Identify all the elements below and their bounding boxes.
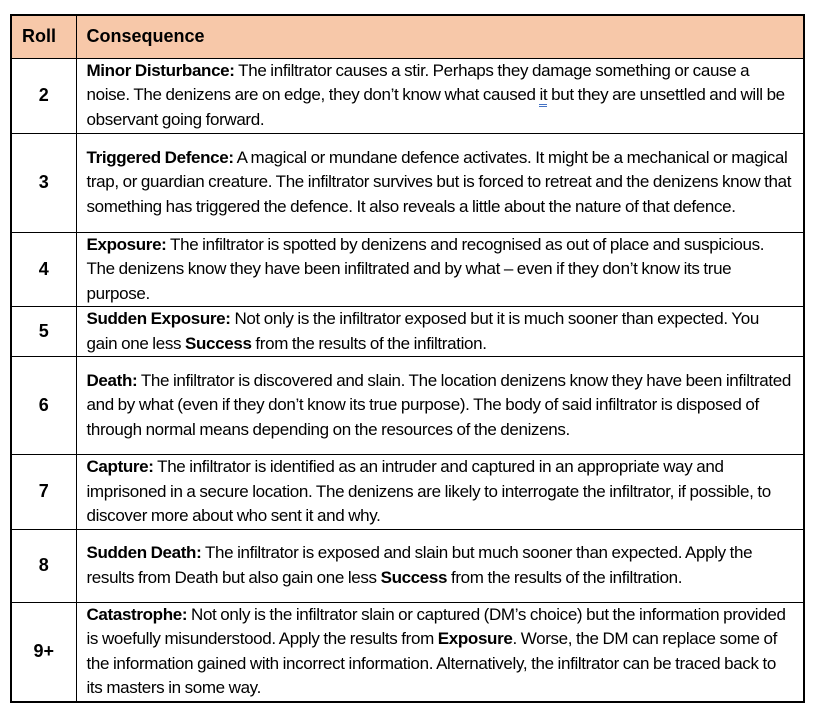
consequence-text: The infiltrator is spotted by denizens and recognised as out of place and suspicious. The denizens know they have been infiltrated and by what – even if they don’t know its true purpose. bbox=[86, 234, 765, 303]
consequence-text: . Worse, the DM can replace some of the information gained with incorrect information. Alternatively, the infiltrator can be traced back to its masters in some way. bbox=[86, 629, 778, 697]
header-cell-roll: Roll bbox=[11, 15, 76, 58]
consequence-lead: Triggered Defence: bbox=[86, 147, 234, 167]
roll-cell: 9+ bbox=[11, 602, 76, 702]
consequence-cell bbox=[76, 529, 804, 602]
header-cell-consequence: Consequence bbox=[76, 15, 804, 58]
roll-cell: 7 bbox=[11, 455, 76, 530]
consequence-lead: Catastrophe: bbox=[86, 604, 188, 624]
consequence-lead: Death: bbox=[86, 370, 138, 390]
consequence-lead: Minor Disturbance: bbox=[86, 60, 235, 80]
consequence-text: A magical or mundane defence activates. It might be a mechanical or magical trap, or guardian creature. The infiltrator survives but is forced to retreat and the denizens know that something has triggered the defence. It also reveals a little about the nature of that defence. bbox=[86, 147, 792, 216]
consequence-text: but they are unsettled and will be observant going forward. bbox=[86, 85, 785, 129]
table-row bbox=[11, 357, 804, 455]
table-row bbox=[11, 602, 804, 702]
table-header-row bbox=[11, 15, 804, 58]
table-row bbox=[11, 529, 804, 602]
consequence-text: The infiltrator is discovered and slain. The location denizens know they have been infiltrated and by what (even if they don’t know its true purpose). The body of said infiltrator is disposed of through normal means depending on the resources of the denizens. bbox=[86, 370, 791, 439]
consequence-lead: Sudden Exposure: bbox=[86, 309, 231, 328]
table-row bbox=[11, 58, 804, 133]
consequence-text: Not only is the infiltrator slain or captured (DM’s choice) but the information provided is woefully misunderstood. Apply the results from bbox=[86, 604, 786, 648]
consequence-cell bbox=[76, 357, 804, 455]
roll-cell: 4 bbox=[11, 232, 76, 307]
consequence-cell bbox=[76, 307, 804, 357]
roll-cell: 3 bbox=[11, 133, 76, 232]
consequence-cell bbox=[76, 602, 804, 702]
emphasized-term: Success bbox=[380, 567, 448, 587]
grammar-flagged-word: it bbox=[539, 85, 547, 107]
consequence-cell bbox=[76, 455, 804, 530]
roll-cell: 2 bbox=[11, 58, 76, 133]
consequence-text: The infiltrator is exposed and slain but much sooner than expected. Apply the results from Death but also gain one less bbox=[86, 543, 753, 587]
consequence-table bbox=[10, 14, 805, 703]
consequence-text: Not only is the infiltrator exposed but it is much sooner than expected. You gain one less bbox=[86, 309, 759, 353]
emphasized-term: Success bbox=[185, 333, 252, 353]
consequence-text: The infiltrator is identified as an intruder and captured in an appropriate way and imprisoned in a secure location. The denizens are likely to interrogate the infiltrator, if possible, to discover more about who sent it and why. bbox=[86, 457, 771, 525]
emphasized-term: Exposure bbox=[437, 629, 513, 648]
table-body bbox=[11, 58, 804, 702]
roll-cell: 8 bbox=[11, 529, 76, 602]
consequence-lead: Capture: bbox=[86, 457, 154, 476]
consequence-lead: Sudden Death: bbox=[86, 543, 202, 562]
table-row bbox=[11, 307, 804, 357]
consequence-cell bbox=[76, 232, 804, 307]
consequence-cell bbox=[76, 58, 804, 133]
table-row bbox=[11, 232, 804, 307]
consequence-text: from the results of the infiltration. bbox=[251, 333, 487, 353]
roll-cell: 5 bbox=[11, 307, 76, 357]
consequence-text: The infiltrator causes a stir. Perhaps they damage something or cause a noise. The denizens are on edge, they don’t know what caused bbox=[86, 60, 750, 105]
consequence-cell bbox=[76, 133, 804, 232]
table-row bbox=[11, 455, 804, 530]
table-row bbox=[11, 133, 804, 232]
consequence-text: from the results of the infiltration. bbox=[447, 567, 683, 587]
consequence-lead: Exposure: bbox=[86, 234, 167, 254]
roll-cell: 6 bbox=[11, 357, 76, 455]
